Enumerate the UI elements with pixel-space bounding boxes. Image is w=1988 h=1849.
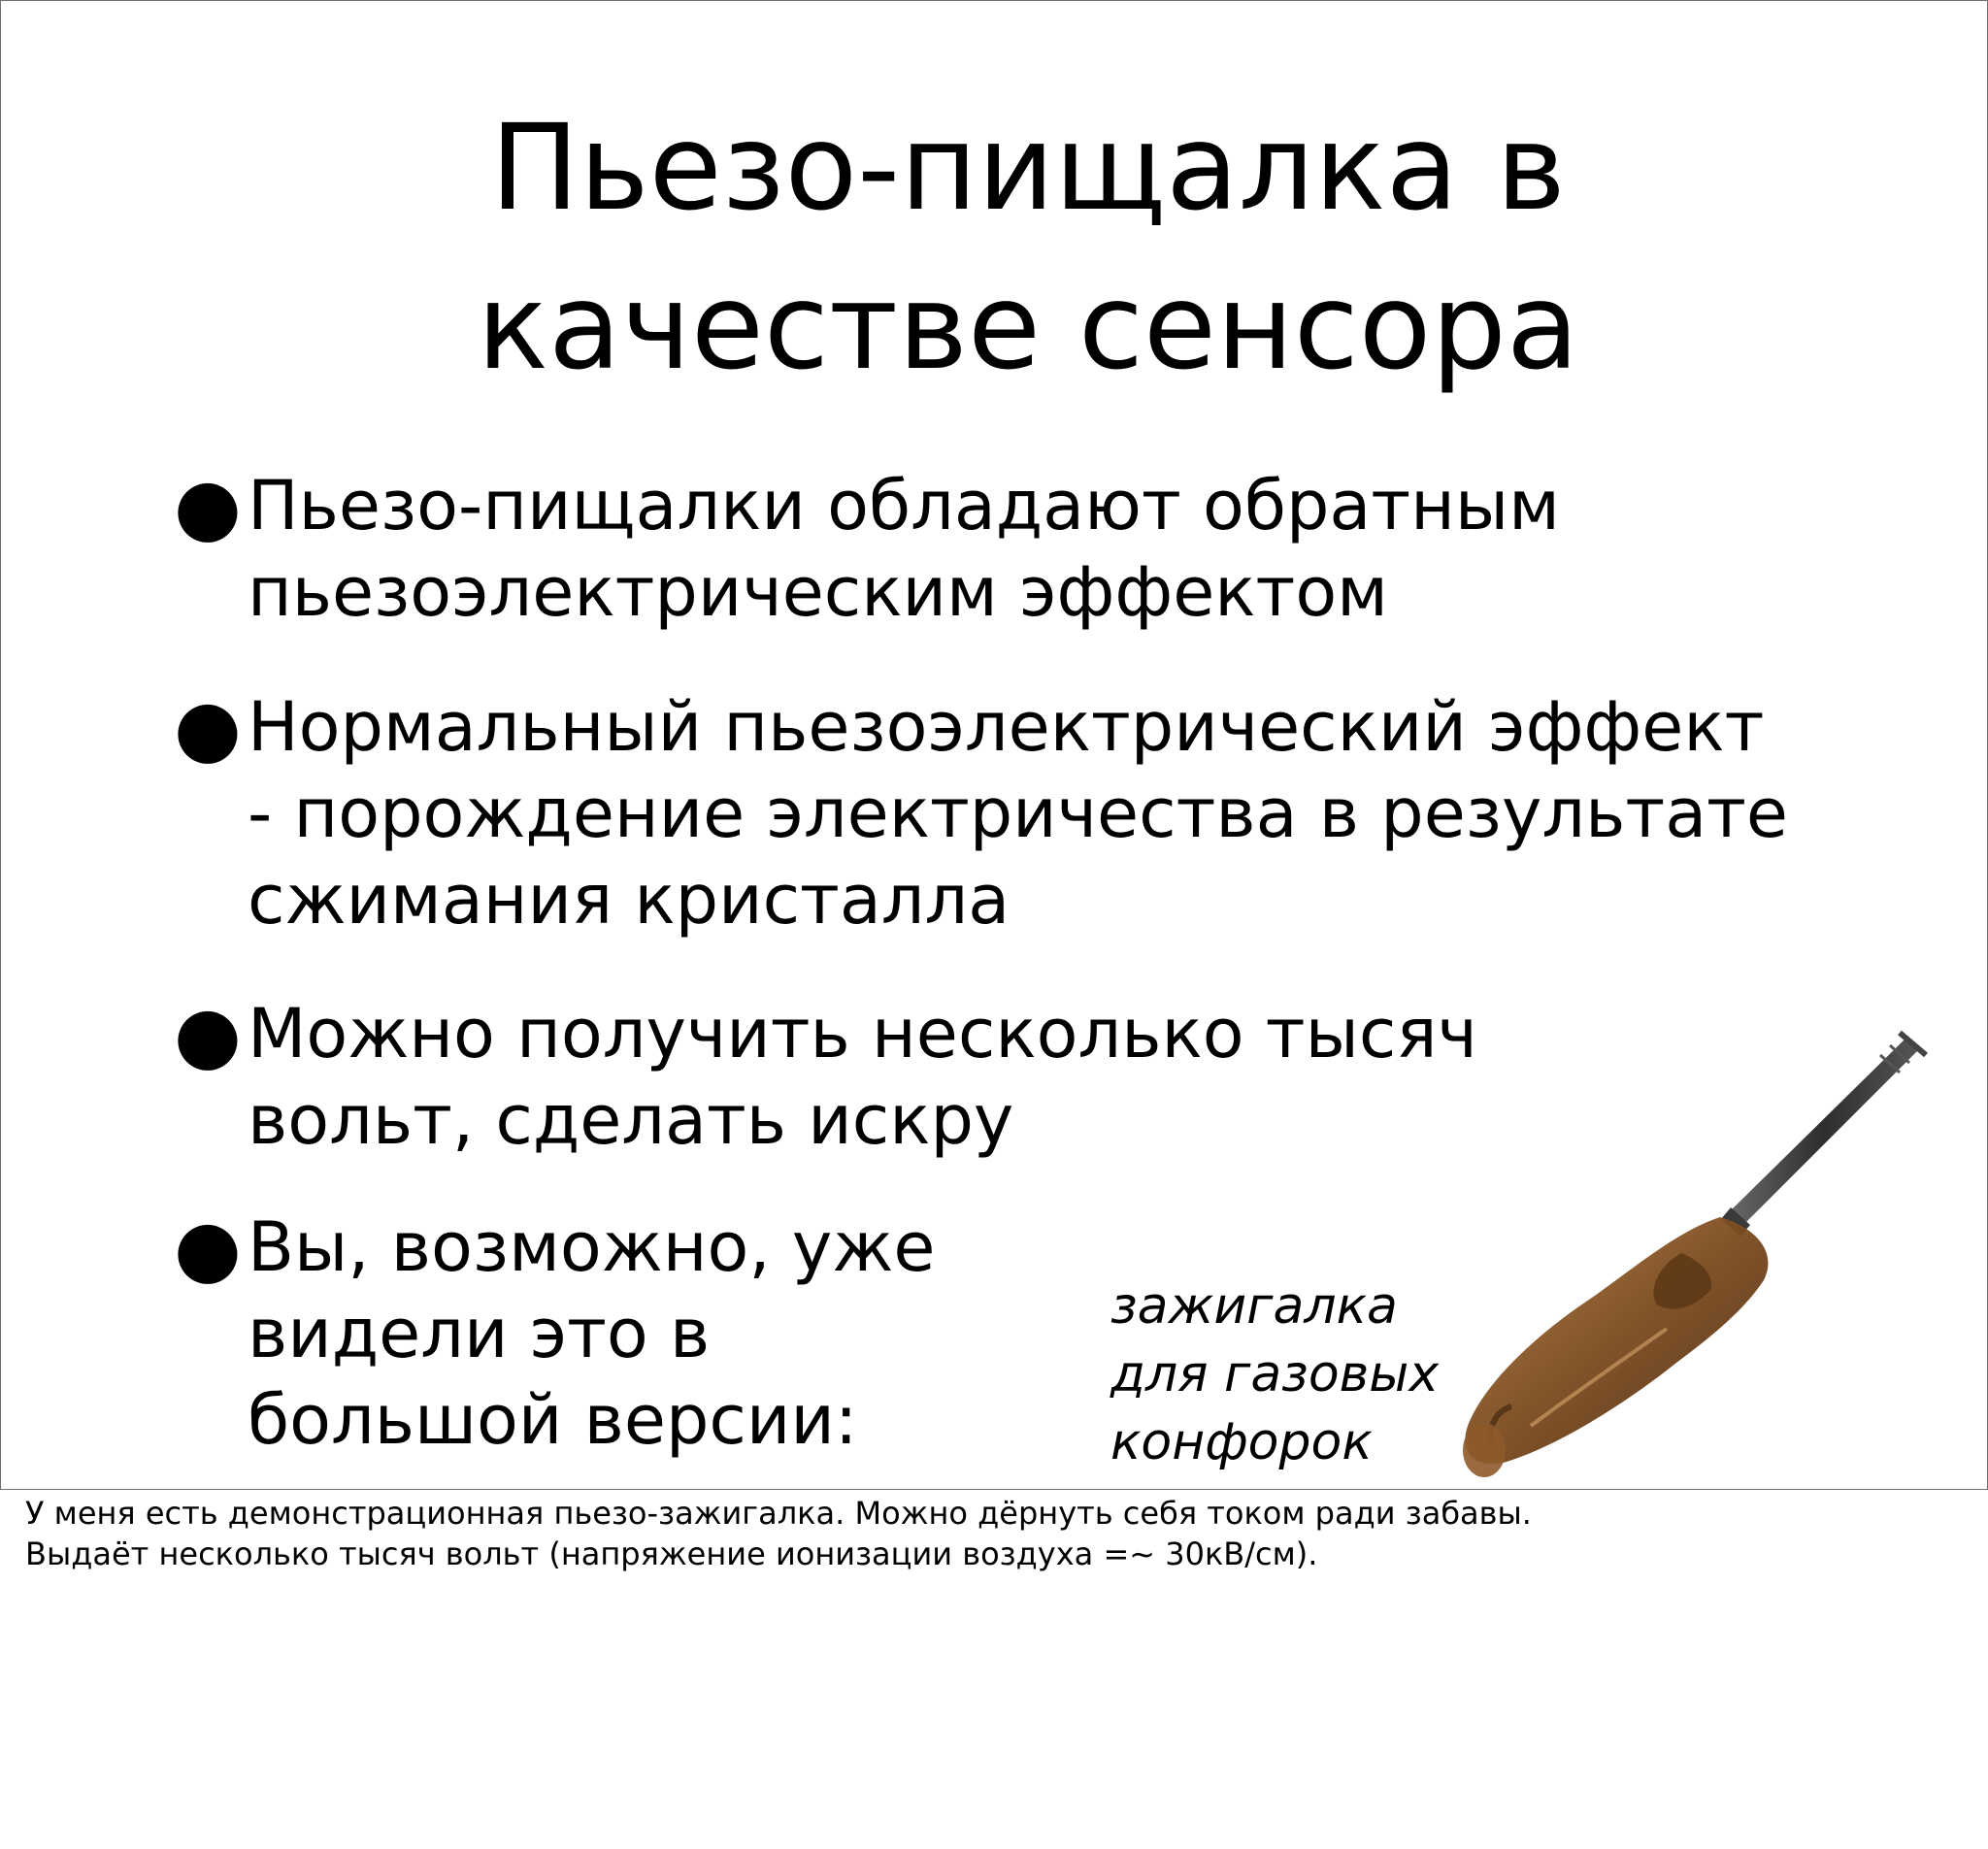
bullet-item [174,1203,936,1464]
image-caption-line: конфорок [1110,1413,1373,1471]
image-caption-line: зажигалка [1110,1277,1398,1336]
bullet-line: - порождение электричества в результате [248,774,1788,853]
bullet-line: видели это в [248,1294,711,1373]
speaker-notes-line: У меня есть демонстрационная пьезо-зажигалка. Можно дёрнуть себя током ради забавы. [25,1495,1532,1532]
slide-title [1,88,1987,407]
bullet-line: Можно получить несколько тысяч [248,994,1477,1073]
bullet-line: вольт, сделать искру [248,1080,1014,1160]
bullet-item [174,682,1788,943]
speaker-notes-line: Выдаёт несколько тысяч вольт (напряжение ионизации воздуха =~ 30кВ/см). [25,1535,1318,1572]
bullet-dot-icon: ● [174,461,242,551]
slide-title-line-1: Пьезо-пищалка в [489,99,1567,237]
bullet-line: Нормальный пьезоэлектрический эффект [248,687,1765,767]
slide-title-line-2: качестве сенсора [477,258,1579,396]
gas-stove-lighter-photo [1434,999,1977,1489]
bullet-dot-icon: ● [174,989,242,1079]
lighter-rod [1721,1033,1926,1237]
bullet-item [174,989,1477,1164]
bullet-item [174,461,1560,636]
bullet-line: пьезоэлектрическим эффектом [248,552,1388,632]
bullet-line: Пьезо-пищалки обладают обратным [248,466,1560,545]
lighter-body [1463,1217,1768,1477]
bullet-dot-icon: ● [174,682,242,773]
bullet-line: сжимания кристалла [248,860,1011,940]
image-caption [1110,1272,1439,1476]
bullet-dot-icon: ● [174,1203,242,1293]
image-caption-line: для газовых [1110,1345,1440,1403]
bullet-line: Вы, возможно, уже [248,1207,936,1287]
bullet-line: большой версии: [248,1380,858,1460]
speaker-notes [25,1493,1532,1574]
